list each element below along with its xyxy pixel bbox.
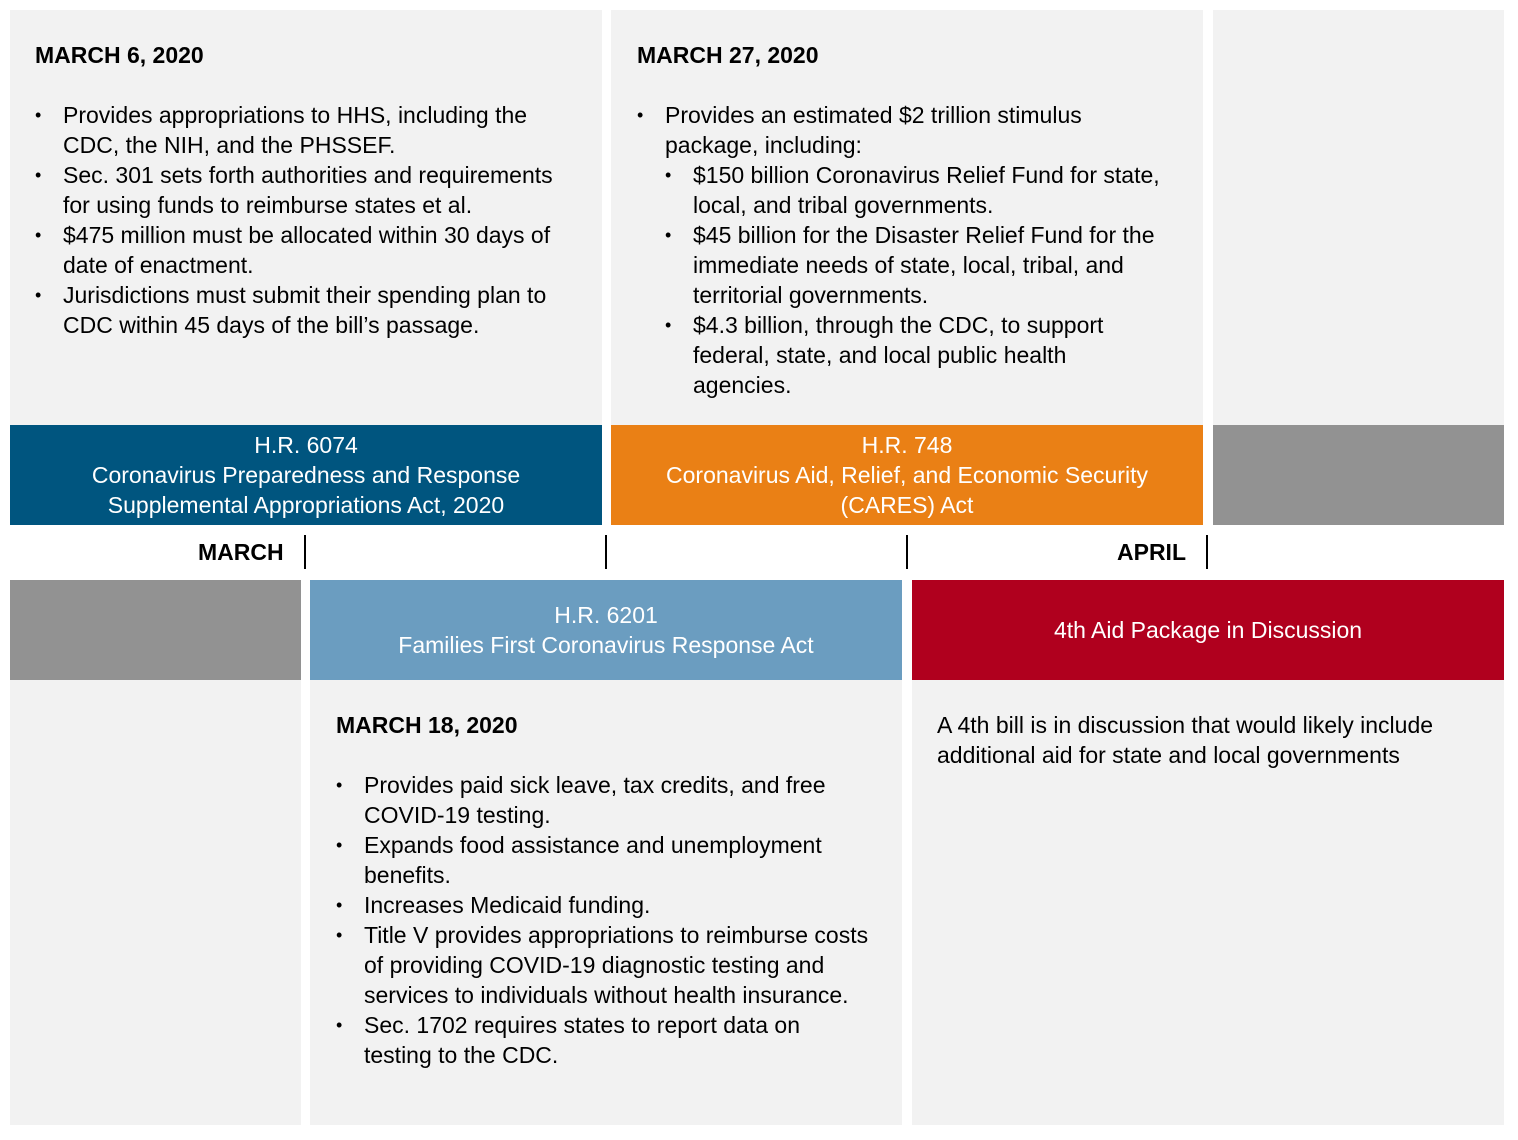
4th-bill-description: A 4th bill is in discussion that would likely include additional aid for state and local governments bbox=[937, 712, 1434, 768]
list-item: • Sec. 301 sets forth authorities and requirements for using funds to reimburse states et al. bbox=[35, 160, 574, 220]
month-label-april: APRIL bbox=[1117, 539, 1186, 565]
list-item: • Provides appropriations to HHS, including the CDC, the NIH, and the PHSSEF. bbox=[35, 100, 574, 160]
march-18-bullet-list bbox=[336, 770, 872, 1070]
panel-march-27 bbox=[611, 10, 1203, 425]
hr-748-title-line-2: (CARES) Act bbox=[840, 492, 974, 518]
date-march-18: MARCH 18, 2020 bbox=[336, 712, 518, 738]
date-march-27: MARCH 27, 2020 bbox=[637, 42, 819, 68]
timeline-tick bbox=[906, 535, 908, 569]
list-item: • Sec. 1702 requires states to report data on testing to the CDC. bbox=[336, 1010, 872, 1070]
list-item: • $4.3 billion, through the CDC, to support federal, state, and local public health agencies. bbox=[665, 310, 1163, 400]
timeline-tick bbox=[1206, 535, 1208, 569]
list-item: • $475 million must be allocated within 30 days of date of enactment. bbox=[35, 220, 574, 280]
timeline-tick bbox=[304, 535, 306, 569]
list-item: • Expands food assistance and unemployment benefits. bbox=[336, 830, 872, 890]
hr-748-number: H.R. 748 bbox=[861, 432, 953, 458]
stimulus-lead-text: Provides an estimated $2 trillion stimulus package, including: bbox=[665, 102, 1082, 158]
hr-6074-title-line-1: Coronavirus Preparedness and Response bbox=[91, 462, 521, 488]
4th-aid-package-title: 4th Aid Package in Discussion bbox=[1053, 617, 1363, 643]
band-4th-aid-package bbox=[912, 580, 1504, 680]
panel-empty-top-right bbox=[1213, 10, 1504, 425]
hr-748-title-line-1: Coronavirus Aid, Relief, and Economic Security bbox=[666, 462, 1148, 488]
month-label-march: MARCH bbox=[198, 539, 284, 565]
panel-march-18 bbox=[310, 680, 902, 1125]
band-hr-6201 bbox=[310, 580, 902, 680]
timeline-tick bbox=[605, 535, 607, 569]
list-item: • Title V provides appropriations to reimburse costs of providing COVID-19 diagnostic testing and services to individuals without health insurance. bbox=[336, 920, 872, 1010]
march-6-bullet-list bbox=[35, 100, 574, 340]
list-item: • Provides paid sick leave, tax credits, and free COVID-19 testing. bbox=[336, 770, 872, 830]
list-item: • $45 billion for the Disaster Relief Fund for the immediate needs of state, local, tribal, and territorial governments. bbox=[665, 220, 1163, 310]
panel-march-6 bbox=[10, 10, 602, 425]
march-27-sub-bullet-list bbox=[665, 160, 1163, 400]
panel-4th-bill bbox=[912, 680, 1504, 1125]
hr-6074-number: H.R. 6074 bbox=[254, 432, 358, 458]
list-item bbox=[637, 100, 1163, 400]
list-item: • $150 billion Coronavirus Relief Fund for state, local, and tribal governments. bbox=[665, 160, 1163, 220]
date-march-6: MARCH 6, 2020 bbox=[35, 42, 204, 68]
march-27-bullet-list bbox=[637, 100, 1163, 400]
list-item: • Increases Medicaid funding. bbox=[336, 890, 872, 920]
hr-6074-title-line-2: Supplemental Appropriations Act, 2020 bbox=[107, 492, 505, 518]
band-placeholder-top-right bbox=[1213, 425, 1504, 525]
hr-6201-title: Families First Coronavirus Response Act bbox=[398, 632, 814, 658]
hr-6201-number: H.R. 6201 bbox=[554, 602, 658, 628]
list-item: • Jurisdictions must submit their spending plan to CDC within 45 days of the bill’s passage. bbox=[35, 280, 574, 340]
band-hr-748 bbox=[611, 425, 1203, 525]
band-hr-6074 bbox=[10, 425, 602, 525]
band-placeholder-bottom-left bbox=[10, 580, 301, 680]
panel-empty-bottom-left bbox=[10, 680, 301, 1125]
